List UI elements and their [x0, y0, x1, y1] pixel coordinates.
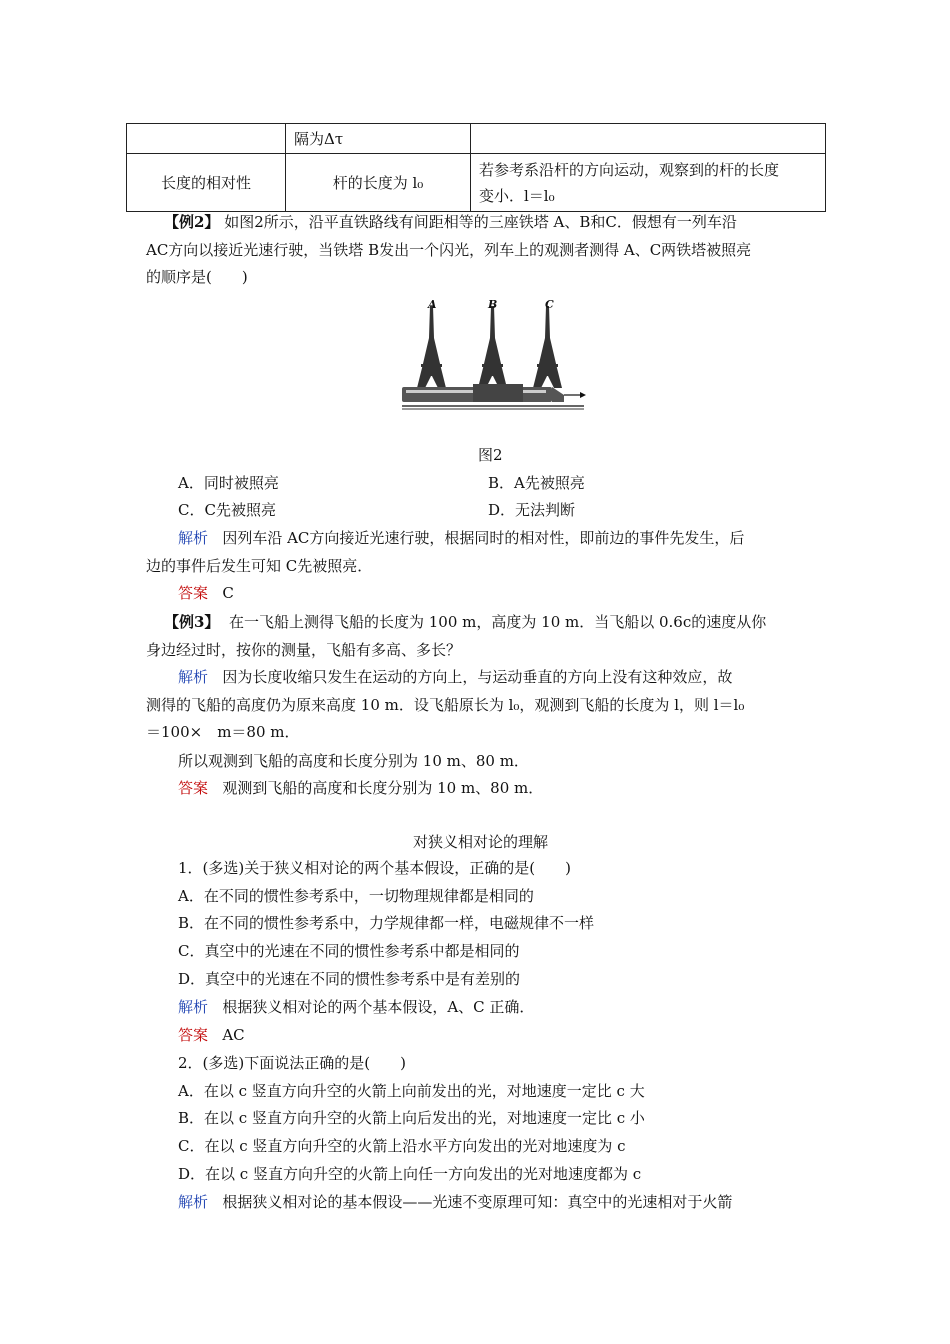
example-tag: 【例3】 [164, 613, 220, 631]
figure-label-a: A [428, 298, 437, 311]
analysis-text: 根据狭义相对论的两个基本假设，A、C 正确． [222, 998, 535, 1016]
table-cell [286, 154, 471, 212]
answer-text: AC [222, 1026, 245, 1044]
example-tag: 【例2】 [164, 213, 220, 231]
option-b: B．A先被照亮 [488, 474, 585, 492]
option-c: C．C先被照亮 [178, 501, 276, 519]
option-d: D．无法判断 [488, 501, 576, 519]
table-cell [127, 154, 286, 212]
option-a: A．在以 c 竖直方向升空的火箭上向前发出的光，对地速度一定比 c 大 [178, 1082, 645, 1100]
figure-label-c: C [545, 298, 554, 311]
relativity-table [126, 123, 826, 212]
option-d: D．真空中的光速在不同的惯性参考系中是有差别的 [178, 970, 521, 988]
analysis-text: 测得的飞船的高度仍为原来高度 10 m．设飞船原长为 l₀，观测到飞船的长度为 l，则 l＝l₀ [146, 696, 745, 714]
q2-analysis [178, 1192, 732, 1212]
table-cell-text: 隔为Δτ [294, 130, 344, 148]
answer-text: 观测到飞船的高度和长度分别为 10 m、80 m． [222, 779, 544, 797]
section-title: 对狭义相对论的理解 [413, 833, 549, 851]
example3-line2: 身边经过时，按你的测量，飞船有多高、多长？ [146, 641, 462, 659]
analysis-text: 根据狭义相对论的基本假设——光速不变原理可知：真空中的光速相对于火箭 [222, 1193, 733, 1211]
question-stem: 1．(多选)关于狭义相对论的两个基本假设，正确的是( ) [178, 859, 571, 877]
analysis-text: 因为长度收缩只发生在运动的方向上，与运动垂直的方向上没有这种效应，故 [222, 668, 733, 686]
q1-analysis [178, 997, 534, 1017]
example3-analysis [178, 667, 732, 687]
option-a: A．同时被照亮 [178, 474, 279, 492]
option-b: B．在不同的惯性参考系中，力学规律都一样，电磁规律不一样 [178, 914, 595, 932]
option-b: B．在以 c 竖直方向升空的火箭上向后发出的光，对地速度一定比 c 小 [178, 1109, 645, 1127]
table-cell [286, 124, 471, 154]
option-a: A．在不同的惯性参考系中，一切物理规律都是相同的 [178, 887, 534, 905]
example2-line3: 的顺序是( ) [146, 268, 248, 286]
conclusion-text: 所以观测到飞船的高度和长度分别为 10 m、80 m． [178, 752, 529, 770]
analysis-text: 边的事件后发生可知 C先被照亮． [146, 557, 373, 575]
tower-b [478, 306, 507, 388]
example-text: 在一飞船上测得飞船的长度为 100 m，高度为 10 m．当飞船以 0.6c的速度从你 [228, 613, 767, 631]
example2-analysis [178, 528, 744, 548]
analysis-label: 解析 [178, 529, 209, 547]
answer-text: C [222, 584, 234, 602]
table-cell [471, 154, 826, 212]
tower-c [533, 306, 562, 388]
answer-label: 答案 [178, 1026, 209, 1044]
answer-label: 答案 [178, 584, 209, 602]
table-cell [127, 124, 286, 154]
answer-label: 答案 [178, 779, 209, 797]
example2-line2: AC方向以接近光速行驶，当铁塔 B发出一个闪光，列车上的观测者测得 A、C两铁塔被照亮 [146, 241, 752, 259]
q1-answer [178, 1025, 245, 1045]
analysis-text: ＝100× m＝80 m． [146, 723, 300, 741]
table-cell-text: 变小．l＝l₀ [479, 186, 555, 205]
table-cell [471, 124, 826, 154]
arrow-icon [564, 392, 586, 398]
example3-line1 [164, 612, 766, 632]
question-stem: 2．(多选)下面说法正确的是( ) [178, 1054, 406, 1072]
table-cell-text: 杆的长度为 l₀ [332, 174, 424, 192]
analysis-label: 解析 [178, 998, 209, 1016]
example2-line1 [164, 212, 737, 232]
option-d: D．在以 c 竖直方向升空的火箭上向任一方向发出的光对地速度都为 c [178, 1165, 642, 1183]
figure-label-b: B [488, 298, 498, 311]
example2-answer [178, 583, 234, 603]
figure-caption: 图2 [478, 446, 503, 464]
table-cell-text: 若参考系沿杆的方向运动，观察到的杆的长度 [479, 160, 780, 179]
example3-answer [178, 778, 543, 798]
option-c: C．在以 c 竖直方向升空的火箭上沿水平方向发出的光对地速度为 c [178, 1137, 626, 1155]
option-c: C．真空中的光速在不同的惯性参考系中都是相同的 [178, 942, 520, 960]
analysis-label: 解析 [178, 1193, 209, 1211]
analysis-text: 因列车沿 AC方向接近光速行驶，根据同时的相对性，即前边的事件先发生，后 [222, 529, 745, 547]
towers-train-figure [398, 298, 588, 410]
table-cell-text: 长度的相对性 [160, 174, 251, 192]
tower-a [417, 306, 446, 388]
analysis-label: 解析 [178, 668, 209, 686]
example-text: 如图2所示，沿平直铁路线有间距相等的三座铁塔 A、B和C．假想有一列车沿 [224, 213, 737, 231]
